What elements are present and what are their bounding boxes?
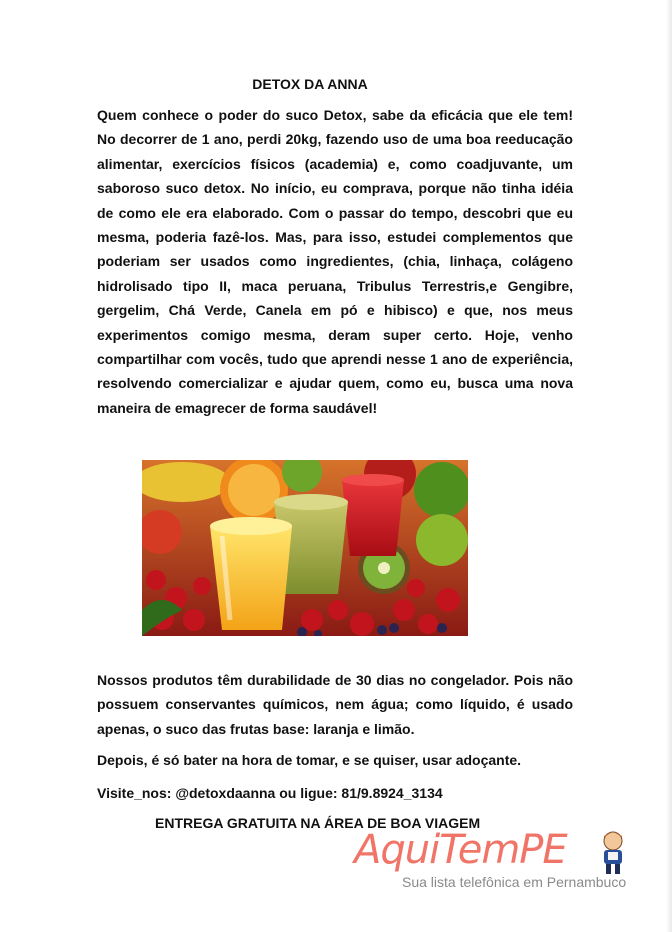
detox-juice-photo [142, 460, 468, 636]
document-title: DETOX DA ANNA [252, 76, 368, 92]
juice-fruits-illustration [142, 460, 468, 636]
instructions-paragraph: Depois, é só bater na hora de tomar, e se quiser, usar adoçante. [97, 752, 522, 768]
mascot-icon [596, 830, 630, 876]
page-edge-shadow [666, 0, 672, 932]
free-delivery-notice: ENTREGA GRATUITA NA ÁREA DE BOA VIAGEM [155, 815, 481, 831]
durability-paragraph: Nossos produtos têm durabilidade de 30 dias no congelador. Pois não possuem conservantes químicos, nem água; como líquido, é usado apenas, o suco das frutas base: laranja e limão. [97, 672, 573, 737]
intro-paragraph: Quem conhece o poder do suco Detox, sabe da eficácia que ele tem! No decorrer de 1 ano, perdi 20kg, fazendo uso de uma boa reeducação alimentar, exercícios físicos (academia) e, como coadjuvante, um saboroso suco detox. No início, eu comprava, porque não tinha idéia de como ele era elaborado. Com o passar do tempo, descobri que eu mesma, poderia fazê-los. Mas, para isso, estudei complementos que poderiam ser usados como ingredientes, (chia, linhaça, colágeno hidrolisado tipo II, maca peruana, Tribulus Terrestris,e Gengibre, gergelim, Chá Verde, Canela em pó e hibisco) e que, nos meus experimentos comigo mesma, deram super certo. Hoje, venho compartilhar com vocês, tudo que aprendi nesse 1 ano de experiência, resolvendo comercializar e ajudar quem, como eu, busca uma nova maneira de emagrecer de forma saudável! [97, 107, 573, 416]
watermark-tagline: Sua lista telefônica em Pernambuco [402, 874, 627, 890]
aquitempe-watermark [350, 826, 640, 896]
contact-line: Visite_nos: @detoxdaanna ou ligue: 81/9.8924_3134 [97, 785, 443, 801]
watermark-brand: AquiTemPE [354, 827, 567, 873]
